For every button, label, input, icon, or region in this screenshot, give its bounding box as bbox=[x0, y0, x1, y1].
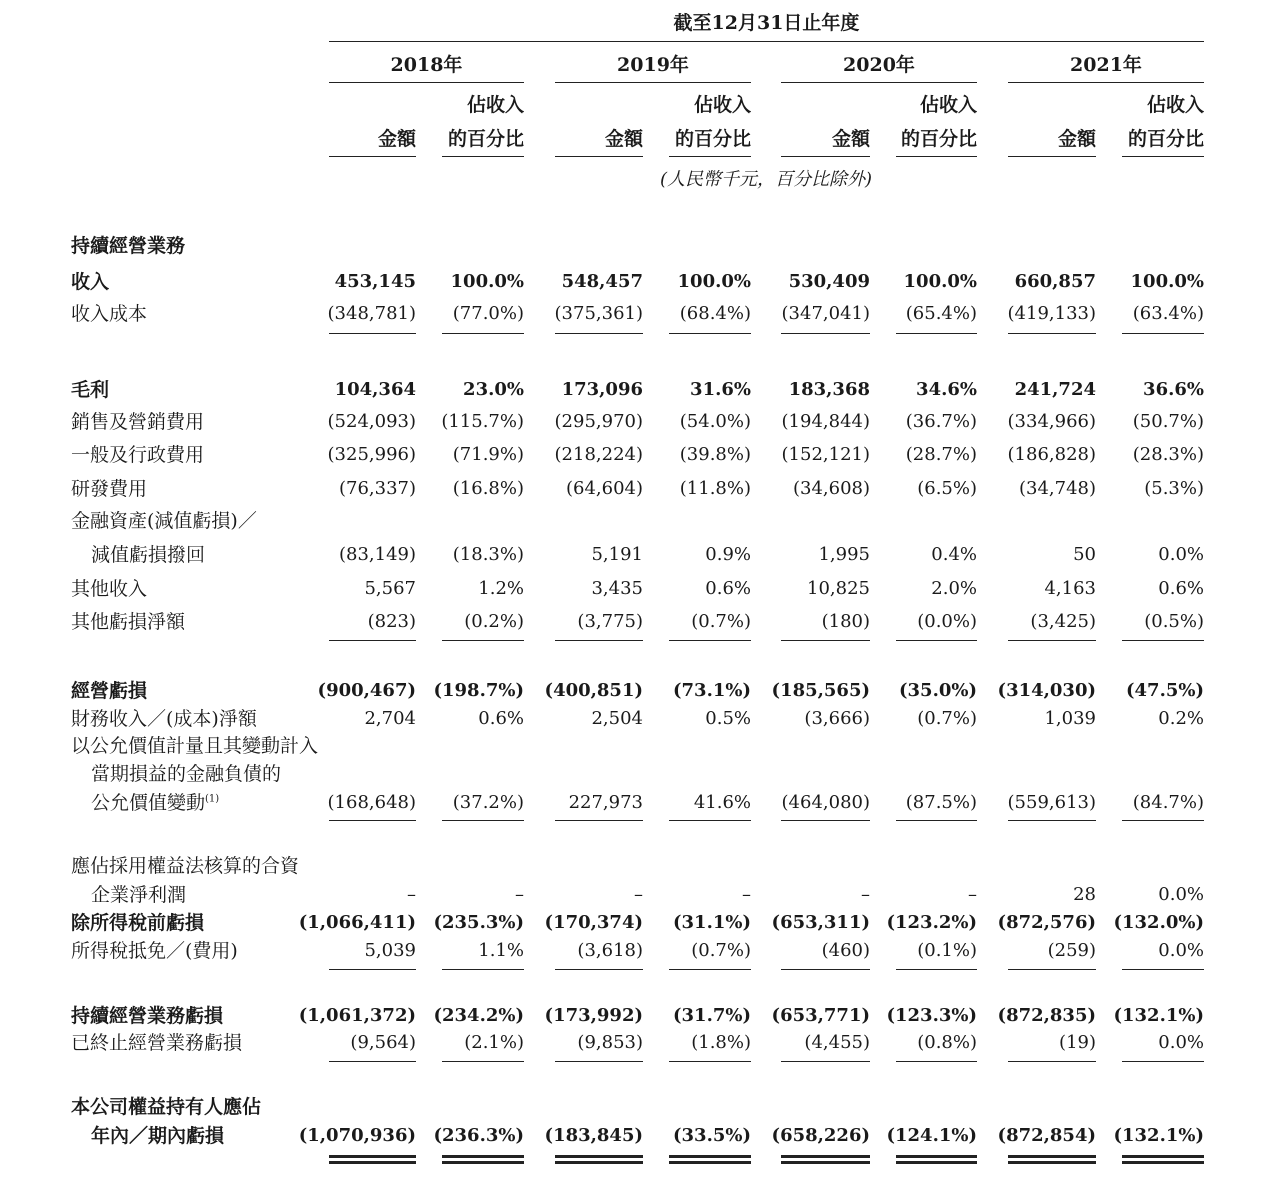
row-label: 企業淨利潤 bbox=[91, 884, 187, 906]
section-rule bbox=[896, 156, 977, 157]
amount-cell: (3,618) bbox=[577, 940, 643, 961]
percent-cell: 0.6% bbox=[705, 578, 751, 599]
amount-cell: (9,853) bbox=[577, 1032, 643, 1053]
section-rule bbox=[329, 640, 416, 641]
amount-cell: (1,061,372) bbox=[298, 1005, 416, 1026]
percent-cell: (28.7%) bbox=[905, 444, 977, 465]
row-label: 收入成本 bbox=[71, 303, 148, 325]
percent-cell: (5.3%) bbox=[1144, 478, 1204, 499]
total-double-rule bbox=[669, 1155, 751, 1164]
year-rule bbox=[329, 82, 524, 83]
percent-cell: (65.4%) bbox=[905, 303, 977, 324]
percent-cell: (123.2%) bbox=[886, 912, 977, 933]
amount-cell: 5,039 bbox=[364, 940, 416, 961]
section-rule bbox=[896, 820, 977, 821]
row-label: 減值虧損撥回 bbox=[91, 544, 206, 566]
percent-cell: 31.6% bbox=[690, 379, 751, 400]
section-rule bbox=[1008, 156, 1096, 157]
section-rule bbox=[1008, 333, 1096, 334]
section-rule bbox=[669, 156, 751, 157]
percent-cell: (87.5%) bbox=[905, 792, 977, 813]
section-rule bbox=[896, 640, 977, 641]
percent-cell: – bbox=[742, 884, 751, 905]
total-double-rule bbox=[329, 1155, 416, 1164]
amount-cell: (464,080) bbox=[781, 792, 870, 813]
percent-cell: (115.7%) bbox=[441, 411, 524, 432]
amount-cell: 104,364 bbox=[334, 379, 416, 400]
amount-cell: 660,857 bbox=[1014, 271, 1096, 292]
row-label: 持續經營業務 bbox=[71, 235, 186, 257]
amount-cell: (3,425) bbox=[1030, 611, 1096, 632]
amount-cell: 183,368 bbox=[788, 379, 870, 400]
percent-cell: 0.0% bbox=[1158, 1032, 1204, 1053]
section-rule bbox=[781, 820, 870, 821]
amount-cell: 2,504 bbox=[591, 708, 643, 729]
percent-cell: (1.8%) bbox=[691, 1032, 751, 1053]
amount-cell: (872,854) bbox=[997, 1125, 1096, 1146]
total-double-rule bbox=[555, 1155, 643, 1164]
amount-cell: 3,435 bbox=[591, 578, 643, 599]
amount-cell: (334,966) bbox=[1007, 411, 1096, 432]
section-rule bbox=[781, 1061, 870, 1062]
percent-cell: (2.1%) bbox=[464, 1032, 524, 1053]
section-rule bbox=[669, 1061, 751, 1062]
section-rule bbox=[781, 333, 870, 334]
amount-cell: (186,828) bbox=[1007, 444, 1096, 465]
section-rule bbox=[442, 969, 524, 970]
amount-cell: (185,565) bbox=[771, 680, 870, 701]
amount-label: 金額 bbox=[1057, 128, 1096, 150]
amount-cell: (653,771) bbox=[771, 1005, 870, 1026]
section-rule bbox=[1008, 969, 1096, 970]
amount-cell: (34,608) bbox=[792, 478, 870, 499]
percent-cell: 36.6% bbox=[1143, 379, 1204, 400]
amount-cell: (658,226) bbox=[771, 1125, 870, 1146]
amount-cell: (180) bbox=[821, 611, 870, 632]
amount-cell: (524,093) bbox=[327, 411, 416, 432]
section-rule bbox=[669, 820, 751, 821]
percent-cell: 1.1% bbox=[478, 940, 524, 961]
amount-cell: (168,648) bbox=[327, 792, 416, 813]
section-rule bbox=[1008, 820, 1096, 821]
amount-cell: (348,781) bbox=[327, 303, 416, 324]
row-label: 持續經營業務虧損 bbox=[71, 1005, 224, 1027]
section-rule bbox=[442, 820, 524, 821]
unit-note: (人民幣千元，百分比除外) bbox=[659, 169, 873, 190]
row-label: 當期損益的金融負債的 bbox=[91, 763, 282, 785]
percent-cell: – bbox=[515, 884, 524, 905]
percent-cell: 0.4% bbox=[931, 544, 977, 565]
footnote-marker: (1) bbox=[205, 793, 220, 805]
amount-cell: 2,704 bbox=[364, 708, 416, 729]
amount-cell: 453,145 bbox=[334, 271, 416, 292]
section-rule bbox=[669, 969, 751, 970]
section-rule bbox=[329, 969, 416, 970]
year-label: 2021年 bbox=[1070, 54, 1142, 76]
row-label: 研發費用 bbox=[71, 478, 148, 500]
amount-cell: (314,030) bbox=[997, 680, 1096, 701]
percent-cell: (0.7%) bbox=[691, 611, 751, 632]
section-rule bbox=[329, 820, 416, 821]
section-rule bbox=[442, 333, 524, 334]
amount-cell: 1,995 bbox=[818, 544, 870, 565]
percent-cell: (124.1%) bbox=[886, 1125, 977, 1146]
row-label: 金融資產(減值虧損)／ bbox=[71, 510, 257, 532]
percent-cell: (50.7%) bbox=[1132, 411, 1204, 432]
amount-cell: (83,149) bbox=[338, 544, 416, 565]
year-rule bbox=[1008, 82, 1204, 83]
percent-cell: (0.2%) bbox=[464, 611, 524, 632]
row-label: 收入 bbox=[71, 271, 110, 293]
percent-cell: (31.1%) bbox=[673, 912, 751, 933]
percent-cell: 2.0% bbox=[931, 578, 977, 599]
section-rule bbox=[442, 640, 524, 641]
pct-label-line2: 的百分比 bbox=[447, 128, 524, 150]
percent-cell: – bbox=[968, 884, 977, 905]
percent-cell: (0.0%) bbox=[917, 611, 977, 632]
percent-cell: (0.5%) bbox=[1144, 611, 1204, 632]
section-rule bbox=[1122, 820, 1204, 821]
row-label: 毛利 bbox=[71, 379, 110, 401]
year-label: 2018年 bbox=[390, 54, 463, 76]
percent-cell: (236.3%) bbox=[433, 1125, 524, 1146]
row-label: 其他虧損淨額 bbox=[71, 611, 186, 633]
amount-cell: 5,567 bbox=[364, 578, 416, 599]
year-rule bbox=[555, 82, 751, 83]
amount-cell: 5,191 bbox=[591, 544, 643, 565]
section-rule bbox=[555, 640, 643, 641]
amount-cell: (183,845) bbox=[544, 1125, 643, 1146]
section-rule bbox=[669, 333, 751, 334]
percent-cell: (6.5%) bbox=[917, 478, 977, 499]
percent-cell: (0.7%) bbox=[917, 708, 977, 729]
amount-cell: (823) bbox=[367, 611, 416, 632]
percent-cell: 1.2% bbox=[478, 578, 524, 599]
year-label: 2019年 bbox=[617, 54, 689, 76]
amount-cell: (4,455) bbox=[804, 1032, 870, 1053]
percent-cell: (11.8%) bbox=[679, 478, 751, 499]
amount-cell: (559,613) bbox=[1007, 792, 1096, 813]
pct-label-line1: 佔收入 bbox=[693, 94, 751, 116]
percent-cell: (35.0%) bbox=[899, 680, 977, 701]
pct-label-line2: 的百分比 bbox=[900, 128, 977, 150]
year-label: 2020年 bbox=[843, 54, 915, 76]
section-rule bbox=[329, 333, 416, 334]
amount-label: 金額 bbox=[831, 128, 870, 150]
section-rule bbox=[555, 820, 643, 821]
percent-cell: (47.5%) bbox=[1126, 680, 1204, 701]
amount-cell: (347,041) bbox=[781, 303, 870, 324]
amount-cell: 10,825 bbox=[807, 578, 870, 599]
total-double-rule bbox=[1122, 1155, 1204, 1164]
percent-cell: 0.2% bbox=[1158, 708, 1204, 729]
section-rule bbox=[896, 969, 977, 970]
pct-label-line1: 佔收入 bbox=[1146, 94, 1204, 116]
section-rule bbox=[329, 156, 416, 157]
year-rule bbox=[781, 82, 977, 83]
percent-cell: (132.1%) bbox=[1113, 1125, 1204, 1146]
section-rule bbox=[1122, 969, 1204, 970]
section-rule bbox=[555, 156, 643, 157]
percent-cell: 100.0% bbox=[450, 271, 524, 292]
percent-cell: (39.8%) bbox=[679, 444, 751, 465]
section-rule bbox=[329, 1061, 416, 1062]
percent-cell: (123.3%) bbox=[886, 1005, 977, 1026]
section-rule bbox=[555, 1061, 643, 1062]
percent-cell: (28.3%) bbox=[1132, 444, 1204, 465]
amount-cell: (460) bbox=[821, 940, 870, 961]
amount-cell: (64,604) bbox=[565, 478, 643, 499]
amount-cell: 227,973 bbox=[568, 792, 643, 813]
row-label: 一般及行政費用 bbox=[71, 444, 205, 466]
percent-cell: (36.7%) bbox=[905, 411, 977, 432]
percent-cell: (198.7%) bbox=[433, 680, 524, 701]
section-rule bbox=[896, 1061, 977, 1062]
amount-cell: – bbox=[407, 884, 416, 905]
amount-cell: 173,096 bbox=[561, 379, 643, 400]
percent-cell: 34.6% bbox=[916, 379, 977, 400]
percent-cell: 0.6% bbox=[1158, 578, 1204, 599]
amount-cell: (173,992) bbox=[544, 1005, 643, 1026]
amount-cell: (3,666) bbox=[804, 708, 870, 729]
amount-cell: – bbox=[634, 884, 643, 905]
section-rule bbox=[1122, 156, 1204, 157]
row-label: 已終止經營業務虧損 bbox=[71, 1032, 243, 1054]
section-rule bbox=[781, 640, 870, 641]
amount-cell: (375,361) bbox=[554, 303, 643, 324]
percent-cell: (0.1%) bbox=[917, 940, 977, 961]
total-double-rule bbox=[781, 1155, 870, 1164]
section-rule bbox=[1122, 640, 1204, 641]
section-rule bbox=[442, 1061, 524, 1062]
row-label: 公允價值變動$^{(1)}$ bbox=[91, 792, 220, 814]
amount-cell: (194,844) bbox=[781, 411, 870, 432]
percent-cell: 23.0% bbox=[463, 379, 524, 400]
amount-cell: (419,133) bbox=[1007, 303, 1096, 324]
amount-cell: 4,163 bbox=[1044, 578, 1096, 599]
amount-cell: 530,409 bbox=[788, 271, 870, 292]
percent-cell: (31.7%) bbox=[673, 1005, 751, 1026]
percent-cell: (73.1%) bbox=[673, 680, 751, 701]
percent-cell: (77.0%) bbox=[452, 303, 524, 324]
header-rule bbox=[329, 41, 1204, 42]
percent-cell: (0.7%) bbox=[691, 940, 751, 961]
percent-cell: 0.0% bbox=[1158, 884, 1204, 905]
percent-cell: 100.0% bbox=[903, 271, 977, 292]
section-rule bbox=[781, 156, 870, 157]
amount-cell: (872,576) bbox=[997, 912, 1096, 933]
amount-cell: (872,835) bbox=[997, 1005, 1096, 1026]
percent-cell: (84.7%) bbox=[1132, 792, 1204, 813]
row-label: 所得稅抵免／(費用) bbox=[71, 940, 238, 962]
percent-cell: 0.5% bbox=[705, 708, 751, 729]
amount-cell: (170,374) bbox=[544, 912, 643, 933]
pct-label-line1: 佔收入 bbox=[919, 94, 977, 116]
amount-cell: (1,070,936) bbox=[298, 1125, 416, 1146]
section-rule bbox=[669, 640, 751, 641]
percent-cell: 0.6% bbox=[478, 708, 524, 729]
percent-cell: (18.3%) bbox=[452, 544, 524, 565]
amount-cell: (218,224) bbox=[554, 444, 643, 465]
amount-cell: (400,851) bbox=[544, 680, 643, 701]
amount-label: 金額 bbox=[377, 128, 416, 150]
total-double-rule bbox=[896, 1155, 977, 1164]
section-rule bbox=[555, 969, 643, 970]
amount-cell: 548,457 bbox=[561, 271, 643, 292]
amount-cell: 50 bbox=[1073, 544, 1096, 565]
amount-cell: (1,066,411) bbox=[298, 912, 416, 933]
amount-label: 金額 bbox=[604, 128, 643, 150]
total-double-rule bbox=[1008, 1155, 1096, 1164]
amount-cell: 28 bbox=[1073, 884, 1096, 905]
percent-cell: (33.5%) bbox=[673, 1125, 751, 1146]
period-title: 截至12月31日止年度 bbox=[673, 12, 860, 34]
section-rule bbox=[555, 333, 643, 334]
amount-cell: (9,564) bbox=[350, 1032, 416, 1053]
percent-cell: 100.0% bbox=[1130, 271, 1204, 292]
percent-cell: (132.0%) bbox=[1113, 912, 1204, 933]
amount-cell: (19) bbox=[1059, 1032, 1096, 1053]
row-label: 財務收入／(成本)淨額 bbox=[71, 708, 257, 730]
percent-cell: (71.9%) bbox=[452, 444, 524, 465]
amount-cell: (325,996) bbox=[327, 444, 416, 465]
amount-cell: (152,121) bbox=[781, 444, 870, 465]
percent-cell: (235.3%) bbox=[433, 912, 524, 933]
percent-cell: 100.0% bbox=[677, 271, 751, 292]
row-label: 其他收入 bbox=[71, 578, 148, 600]
amount-cell: (34,748) bbox=[1018, 478, 1096, 499]
row-label: 以公允價值計量且其變動計入 bbox=[71, 735, 319, 757]
amount-cell: (259) bbox=[1047, 940, 1096, 961]
percent-cell: 41.6% bbox=[693, 792, 751, 813]
percent-cell: (132.1%) bbox=[1113, 1005, 1204, 1026]
amount-cell: (3,775) bbox=[577, 611, 643, 632]
section-rule bbox=[1122, 1061, 1204, 1062]
pct-label-line2: 的百分比 bbox=[674, 128, 751, 150]
percent-cell: 0.9% bbox=[705, 544, 751, 565]
section-rule bbox=[781, 969, 870, 970]
section-rule bbox=[1008, 640, 1096, 641]
percent-cell: (234.2%) bbox=[433, 1005, 524, 1026]
amount-cell: 241,724 bbox=[1014, 379, 1096, 400]
row-label: 經營虧損 bbox=[71, 680, 148, 702]
percent-cell: 0.0% bbox=[1158, 544, 1204, 565]
section-rule bbox=[1122, 333, 1204, 334]
percent-cell: 0.0% bbox=[1158, 940, 1204, 961]
amount-cell: (653,311) bbox=[771, 912, 870, 933]
row-label: 年內／期內虧損 bbox=[91, 1125, 225, 1147]
total-double-rule bbox=[442, 1155, 524, 1164]
section-rule bbox=[896, 333, 977, 334]
row-label: 應佔採用權益法核算的合資 bbox=[71, 855, 300, 877]
percent-cell: (54.0%) bbox=[679, 411, 751, 432]
percent-cell: (16.8%) bbox=[452, 478, 524, 499]
section-rule bbox=[442, 156, 524, 157]
amount-cell: – bbox=[861, 884, 870, 905]
amount-cell: (76,337) bbox=[338, 478, 416, 499]
percent-cell: (68.4%) bbox=[679, 303, 751, 324]
row-label: 銷售及營銷費用 bbox=[71, 411, 205, 433]
row-label: 本公司權益持有人應佔 bbox=[71, 1096, 262, 1118]
section-rule bbox=[1008, 1061, 1096, 1062]
amount-cell: (295,970) bbox=[554, 411, 643, 432]
amount-cell: (900,467) bbox=[317, 680, 416, 701]
percent-cell: (63.4%) bbox=[1132, 303, 1204, 324]
amount-cell: 1,039 bbox=[1044, 708, 1096, 729]
percent-cell: (0.8%) bbox=[917, 1032, 977, 1053]
percent-cell: (37.2%) bbox=[452, 792, 524, 813]
pct-label-line2: 的百分比 bbox=[1127, 128, 1204, 150]
pct-label-line1: 佔收入 bbox=[466, 94, 524, 116]
row-label: 除所得稅前虧損 bbox=[71, 912, 205, 934]
